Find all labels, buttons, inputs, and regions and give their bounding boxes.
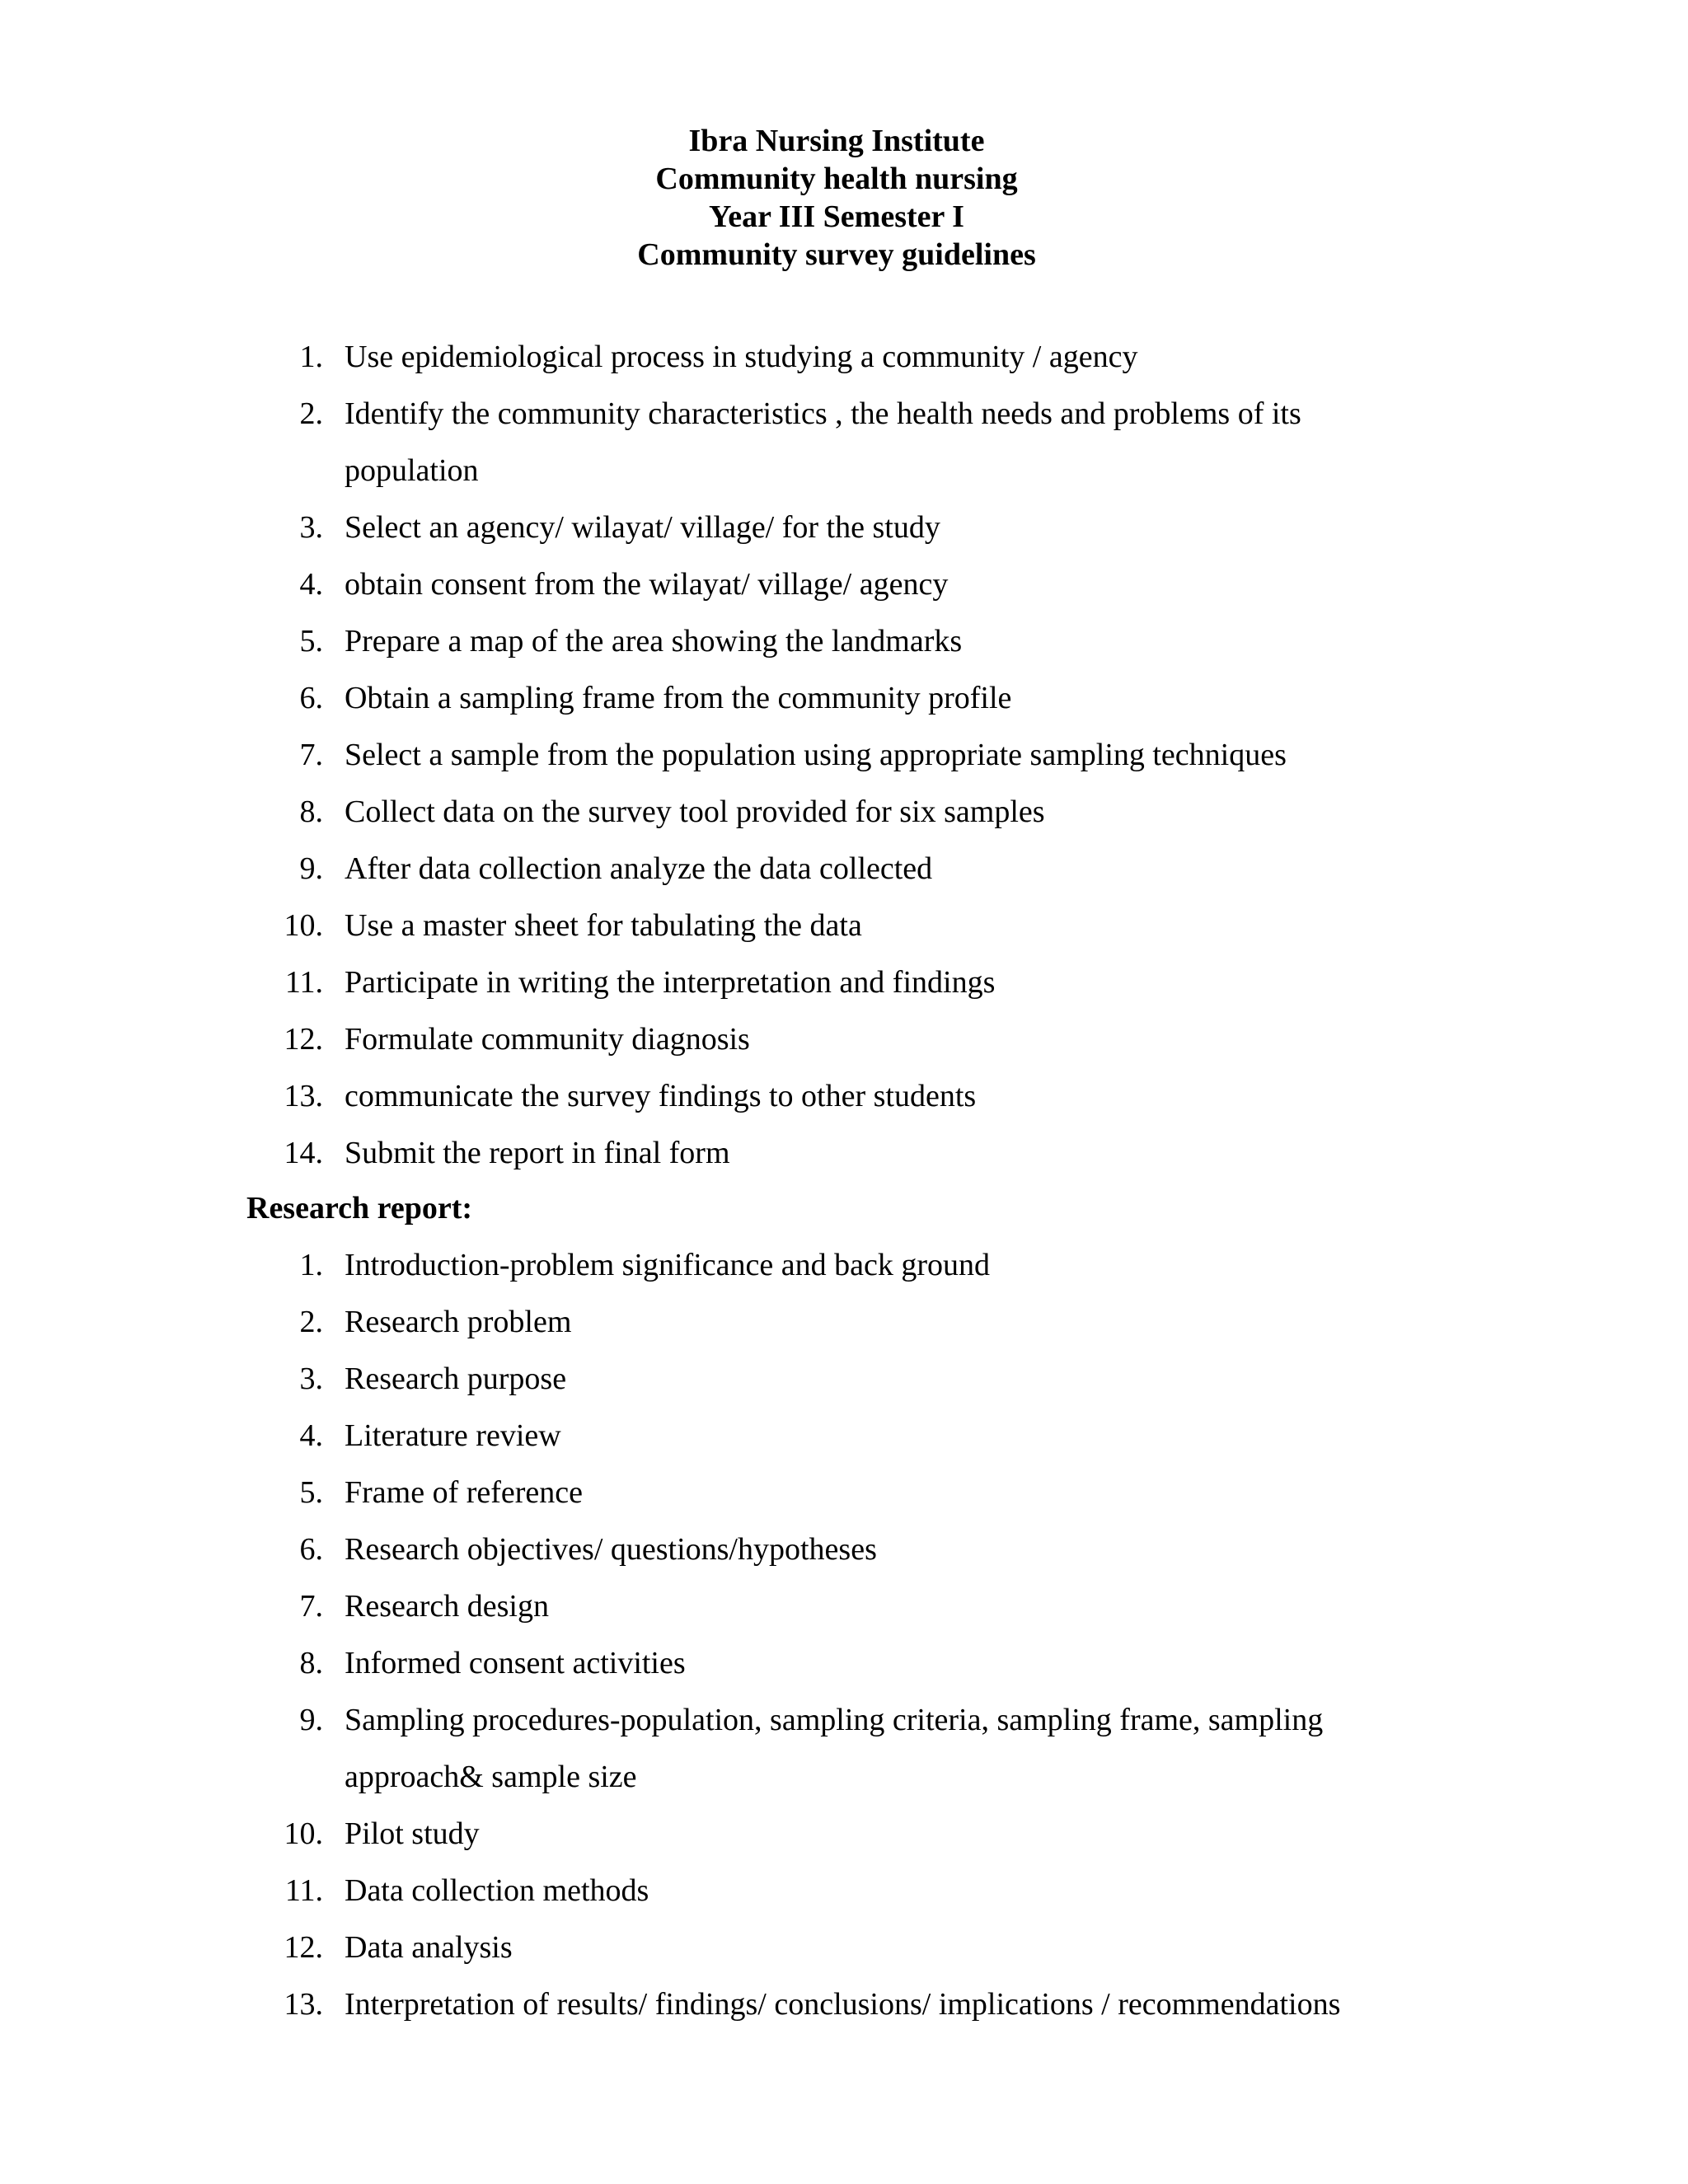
institute-name: Ibra Nursing Institute — [688, 124, 985, 158]
year-semester: Year III Semester I — [709, 199, 964, 234]
item-text: Interpretation of results/ findings/ conclusions/ implications / recommendations — [345, 1987, 1341, 2022]
document-header — [0, 122, 1673, 274]
list-item — [0, 1068, 1688, 1125]
item-text: Use epidemiological process in studying a community / agency — [345, 340, 1138, 374]
item-number: 4. — [299, 1418, 323, 1453]
list-item — [0, 556, 1688, 613]
item-text: Research purpose — [345, 1361, 567, 1396]
item-number: 13. — [284, 1079, 323, 1113]
item-text: Research design — [345, 1589, 549, 1624]
item-number: 3. — [299, 1361, 323, 1396]
item-number: 1. — [299, 1248, 323, 1282]
list-item — [0, 1578, 1688, 1635]
item-number: 6. — [299, 681, 323, 715]
list-item — [0, 1635, 1688, 1692]
list-item — [0, 1521, 1688, 1578]
item-text: Select a sample from the population using appropriate sampling techniques — [345, 738, 1287, 772]
item-number: 7. — [299, 738, 323, 772]
item-number: 3. — [299, 510, 323, 545]
list-item — [0, 727, 1688, 784]
item-number: 10. — [284, 908, 323, 943]
list-item — [0, 841, 1688, 898]
item-text: Obtain a sampling frame from the community profile — [345, 681, 1012, 715]
item-text: Literature review — [345, 1418, 561, 1453]
item-number: 5. — [299, 624, 323, 658]
list-item — [0, 613, 1688, 670]
item-number: 9. — [299, 851, 323, 886]
item-number: 2. — [299, 396, 323, 431]
list-item — [0, 1125, 1688, 1182]
item-text: Research objectives/ questions/hypotheses — [345, 1532, 877, 1567]
list-item — [0, 1692, 1688, 1806]
list-item — [0, 1351, 1688, 1408]
item-number: 14. — [284, 1136, 323, 1170]
item-text: Informed consent activities — [345, 1646, 686, 1680]
item-number: 2. — [299, 1305, 323, 1339]
item-number: 13. — [284, 1987, 323, 2022]
item-text: Collect data on the survey tool provided for six samples — [345, 794, 1045, 829]
item-text: Formulate community diagnosis — [345, 1022, 750, 1057]
item-number: 12. — [284, 1022, 323, 1057]
item-text: Select an agency/ wilayat/ village/ for the study — [345, 510, 940, 545]
item-text: Identify the community characteristics , the health needs and problems of its population — [345, 396, 1301, 488]
list-item — [0, 784, 1688, 841]
list-item — [0, 1408, 1688, 1465]
list-item — [0, 1011, 1688, 1068]
list-item — [0, 499, 1688, 556]
course-name: Community health nursing — [655, 162, 1018, 196]
list-item — [0, 329, 1688, 386]
item-text: communicate the survey findings to other students — [345, 1079, 977, 1113]
item-text: Pilot study — [345, 1816, 480, 1851]
item-number: 4. — [299, 567, 323, 602]
item-number: 1. — [299, 340, 323, 374]
item-number: 11. — [284, 1873, 323, 1908]
item-text: Data collection methods — [345, 1873, 649, 1908]
list-item — [0, 954, 1688, 1011]
item-number: 10. — [284, 1816, 323, 1851]
list-item — [0, 1919, 1688, 1976]
item-text: Frame of reference — [345, 1475, 584, 1510]
research-report-list — [0, 1237, 1688, 2033]
item-text: Prepare a map of the area showing the landmarks — [345, 624, 963, 658]
item-text: Introduction-problem significance and back ground — [345, 1248, 990, 1282]
item-number: 8. — [299, 794, 323, 829]
list-item — [0, 670, 1688, 727]
item-text: Data analysis — [345, 1930, 513, 1965]
item-text: obtain consent from the wilayat/ village/ agency — [345, 567, 949, 602]
list-item — [0, 1806, 1688, 1863]
research-report-heading: Research report: — [246, 1191, 472, 1226]
list-item — [0, 1294, 1688, 1351]
item-number: 7. — [299, 1589, 323, 1624]
list-item — [0, 1465, 1688, 1521]
item-text: Use a master sheet for tabulating the data — [345, 908, 862, 943]
list-item — [0, 1863, 1688, 1919]
item-text: Sampling procedures-population, sampling criteria, sampling frame, sampling approach& sample size — [345, 1703, 1324, 1794]
item-number: 5. — [299, 1475, 323, 1510]
list-item — [0, 1976, 1688, 2033]
item-text: After data collection analyze the data collected — [345, 851, 933, 886]
item-number: 6. — [299, 1532, 323, 1567]
list-item — [0, 386, 1688, 499]
item-text: Participate in writing the interpretation and findings — [345, 965, 996, 1000]
item-number: 9. — [299, 1703, 323, 1737]
survey-guidelines-list — [0, 329, 1688, 1182]
item-text: Research problem — [345, 1305, 572, 1339]
item-text: Submit the report in final form — [345, 1136, 730, 1170]
list-item — [0, 1237, 1688, 1294]
item-number: 8. — [299, 1646, 323, 1680]
list-item — [0, 898, 1688, 954]
document-title: Community survey guidelines — [637, 237, 1036, 272]
item-number: 12. — [284, 1930, 323, 1965]
item-number: 11. — [284, 965, 323, 1000]
